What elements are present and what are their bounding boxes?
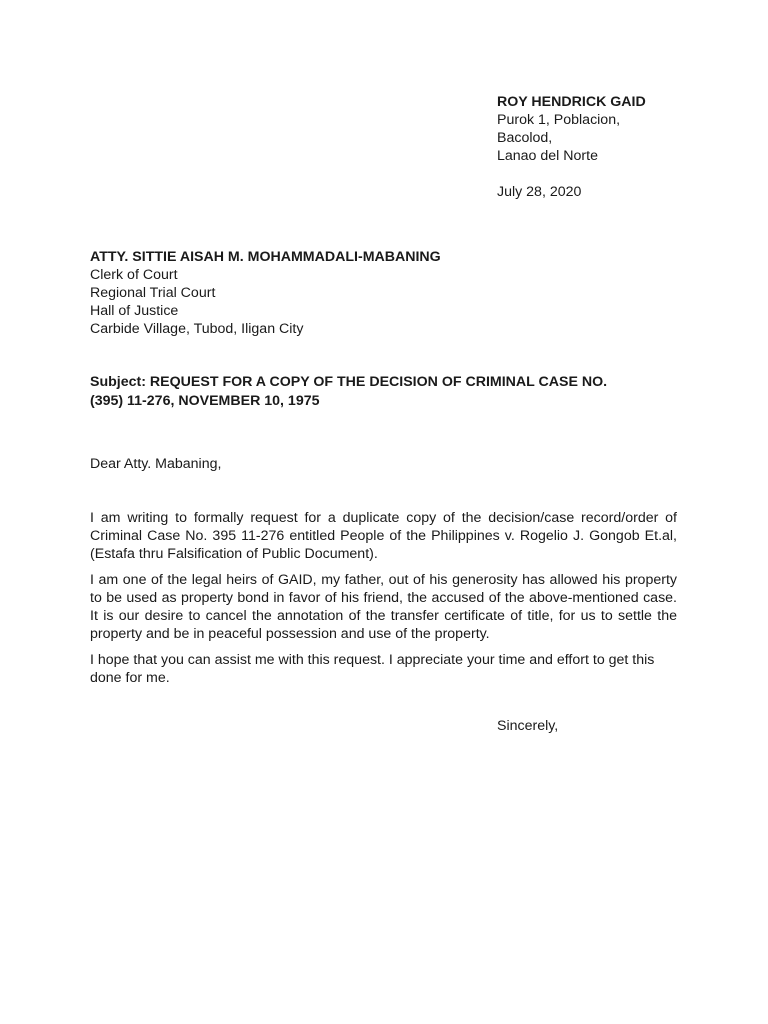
sender-address-line: Bacolod, (497, 130, 553, 146)
letter-body (90, 509, 677, 695)
sender-address-line: Purok 1, Poblacion, (497, 112, 621, 128)
recipient-line: Clerk of Court (90, 267, 178, 283)
recipient-line: Carbide Village, Tubod, Iligan City (90, 321, 304, 337)
recipient-line: Hall of Justice (90, 303, 179, 319)
closing: Sincerely, (497, 718, 559, 734)
body-paragraph: I hope that you can assist me with this request. I appreciate your time and effort to get this done for me. (90, 652, 655, 686)
body-paragraph: I am one of the legal heirs of GAID, my father, out of his generosity has allowed his property to be used as property bond in favor of his friend, the accused of the above-mentioned case. It is our desire to cancel the annotation of the transfer certificate of title, for us to settle the property and be in peaceful possession and use of the property. (90, 572, 677, 642)
sender-address-line: Lanao del Norte (497, 148, 598, 164)
sender-name: ROY HENDRICK GAID (497, 94, 646, 110)
recipient-line: Regional Trial Court (90, 285, 216, 301)
recipient-block (90, 248, 441, 338)
subject-text-line-2: (395) 11-276, NOVEMBER 10, 1975 (90, 393, 320, 409)
salutation: Dear Atty. Mabaning, (90, 456, 222, 472)
body-paragraph: I am writing to formally request for a duplicate copy of the decision/case record/order of Criminal Case No. 395 11-276 entitled People of the Philippines v. Rogelio J. Gongob Et.al, (Estafa thru Falsification of Public Document). (90, 510, 677, 562)
recipient-name: ATTY. SITTIE AISAH M. MOHAMMADALI-MABANING (90, 249, 441, 265)
letter-date: July 28, 2020 (497, 184, 582, 200)
subject-block (90, 373, 680, 411)
subject-text-line-1: REQUEST FOR A COPY OF THE DECISION OF CRIMINAL CASE NO. (149, 374, 608, 390)
subject-label: Subject: (90, 374, 146, 390)
sender-block (497, 93, 646, 201)
